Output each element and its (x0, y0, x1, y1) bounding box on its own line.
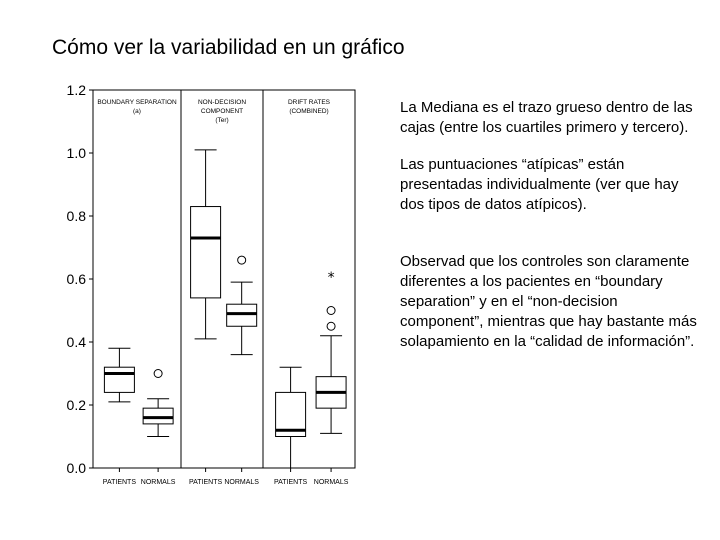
note-paragraph-outliers: Las puntuaciones “atípicas” están presentadas individualmente (ver que hay dos tipos de datos atípicos). (400, 156, 679, 213)
y-tick-label: 0.2 (66, 397, 86, 413)
x-tick-label: PATIENTS (273, 479, 308, 486)
boxplot-figure (55, 78, 385, 498)
outlier-marker (238, 256, 246, 264)
box-element (314, 270, 349, 486)
x-tick-label: NORMALS (313, 479, 349, 486)
x-tick-label: NORMALS (140, 479, 176, 486)
panel-title: COMPONENT (200, 108, 244, 115)
panel-title: (a) (133, 108, 141, 115)
iqr-box (191, 207, 221, 298)
panel-title: (Ter) (215, 117, 229, 124)
y-tick-label: 1.2 (66, 82, 86, 98)
note-paragraph-median: La Mediana es el trazo grueso dentro de las cajas (entre los cuartiles primero y tercero). (400, 99, 693, 136)
iqr-box (227, 304, 257, 326)
x-tick-label: NORMALS (224, 479, 259, 486)
y-tick-label: 0.4 (66, 334, 86, 350)
outlier-marker (327, 322, 335, 330)
panel (181, 90, 263, 486)
panel-title: (COMBINED) (289, 108, 329, 115)
box-element (189, 150, 223, 486)
extreme-marker: * (327, 269, 335, 286)
box-element (141, 370, 176, 487)
panel (263, 90, 355, 486)
panel-frame (93, 90, 181, 468)
iqr-box (104, 367, 134, 392)
box-element (103, 348, 137, 486)
explanation-text (400, 98, 700, 352)
panel-title: DRIFT RATES (287, 99, 331, 106)
outlier-marker (327, 307, 335, 315)
outlier-marker (154, 370, 162, 378)
x-tick-label: PATIENTS (188, 479, 223, 486)
iqr-box (143, 408, 173, 424)
y-tick-label: 0.0 (66, 460, 86, 476)
panel (93, 90, 181, 486)
y-tick-label: 1.0 (66, 145, 86, 161)
slide-title: Cómo ver la variabilidad en un gráfico (52, 36, 405, 59)
panel-title: NON-DECISION (197, 99, 247, 106)
box-element (224, 256, 259, 486)
y-tick-label: 0.6 (66, 271, 86, 287)
x-tick-label: PATIENTS (102, 479, 137, 486)
panel-frame (181, 90, 263, 468)
y-tick-label: 0.8 (66, 208, 86, 224)
panel-title: BOUNDARY SEPARATION (97, 99, 177, 106)
panel-frame (263, 90, 355, 468)
note-paragraph-comparison: Observad que los controles son claramente diferentes a los pacientes en “boundary separation” y en el “non-decision component”, mientras que hay bastante más solapamiento en la “calidad de información”. (400, 253, 697, 350)
